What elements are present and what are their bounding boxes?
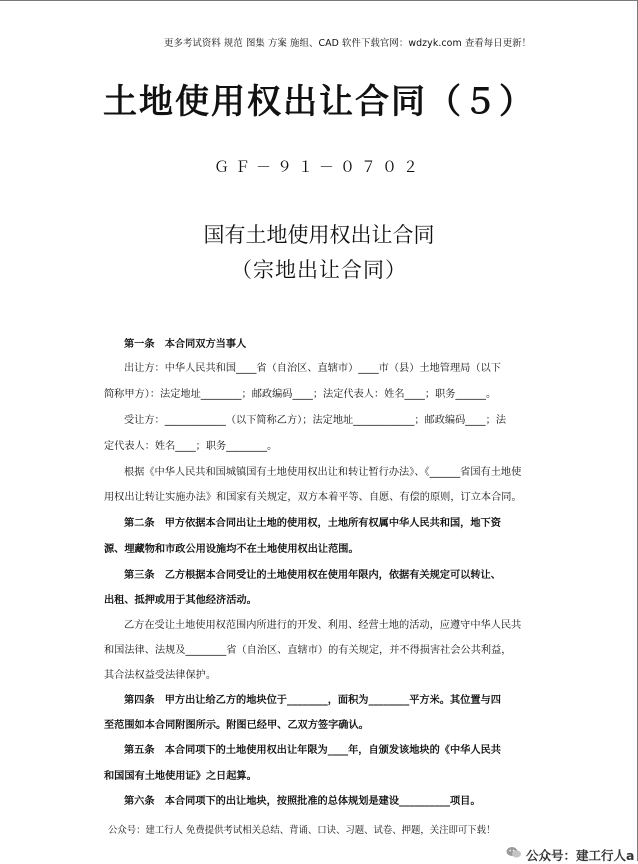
article-3: 第三条 乙方根据本合同受让的土地使用权在使用年限内，依据有关规定可以转让、 [124,570,501,581]
article-6: 第六条 本合同项下的出让地块，按照批准的总体规划是建设__________项目。 [124,796,481,807]
watermark-label: 公众号：建工行人a [526,848,635,863]
paragraph-line: 用权出让转让实施办法》和国家有关规定，双方本着平等、自愿、有偿的原则，订立本合同。 [104,492,522,503]
article-1-heading: 第一条 本合同双方当事人 [124,339,247,350]
document-subtitle: 国有土地使用权出让合同 [203,223,435,247]
paragraph-line: 源、埋藏物和市政公用设施均不在土地使用权出让范围。 [104,544,359,555]
paragraph-line: 简称甲方）：法定地址________；邮政编码____；法定代表人：姓名____；职务______。 [104,389,497,400]
document-subtitle-note: （宗地出让合同） [231,258,407,282]
paragraph-line: 和国法律、法规及________省（自治区、直辖市）的有关规定，并不得损害社会公共利益， [104,645,512,656]
document-title: 土地使用权出让合同（５） [103,82,535,122]
paragraph-line: 受让方：____________（以下简称乙方）；法定地址____________；邮政编码____；法 [124,415,507,426]
paragraph-line: 其合法权益受法律保护。 [104,670,217,681]
article-5: 第五条 本合同项下的土地使用权出让年限为____年，自颁发该地块的《中华人民共 [124,745,501,756]
article-2: 第二条 甲方依据本合同出让土地的使用权，土地所有权属中华人民共和国，地下资 [124,518,501,529]
paragraph-line: 出让方：中华人民共和国____省（自治区、直辖市）____市（县）土地管理局（以下 [124,363,501,374]
paragraph-line: 乙方在受让土地使用权范围内所进行的开发、利用、经营土地的活动，应遵守中华人民共 [124,620,522,631]
page-border-top [0,0,638,1]
paragraph-line: 根据《中华人民共和国城镇国有土地使用权出让和转让暂行办法》、《______省国有土地使 [124,467,522,478]
footer-note: 公众号：建工行人 免费提供考试相关总结、背诵、口诀、习题、试卷、押题，关注即可下载！ [108,825,496,836]
paragraph-line: 定代表人：姓名____；职务________。 [104,441,278,452]
document-code: ＧＦ－９１－０７０２ [213,158,424,176]
paragraph-line: 至范围如本合同附图所示。附图已经甲、乙双方签字确认。 [104,720,369,731]
wechat-icon [506,846,522,859]
paragraph-line: 出租、抵押或用于其他经济活动。 [104,595,257,606]
article-4: 第四条 甲方出让给乙方的地块位于________，面积为________平方米。其位置与四 [124,695,501,706]
paragraph-line: 和国国有土地使用证》之日起算。 [104,771,257,782]
header-note: 更多考试资料 规范 图集 方案 施组、CAD 软件下载官网：wdzyk.com 查看每日更新！ [164,38,532,49]
